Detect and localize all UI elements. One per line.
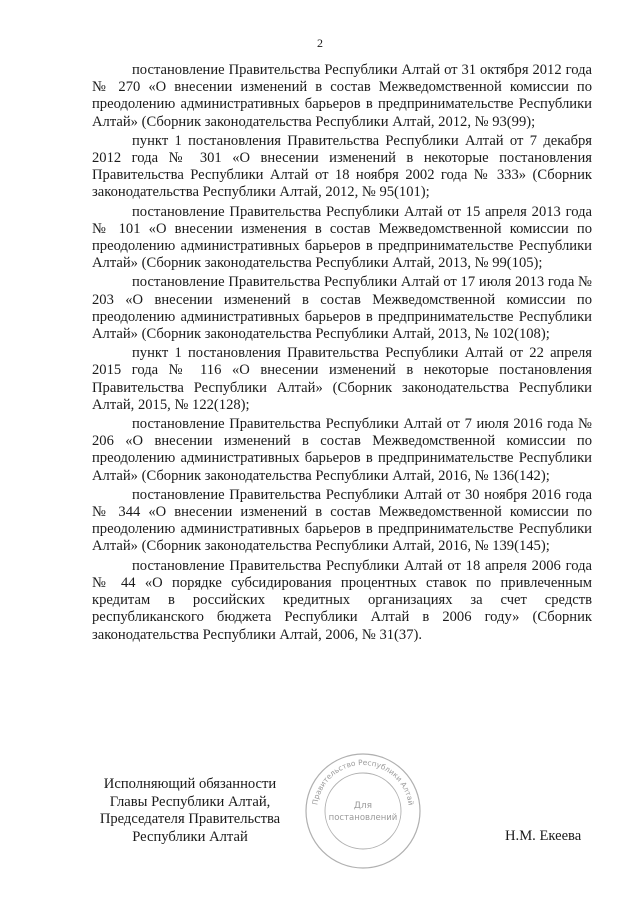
paragraph: постановление Правительства Республики Алтай от 31 октября 2012 года № 270 «О внесении изменений в состав Межведомственной комиссии по преодолению административных барьеров в предпринимательстве Республики Алтай» (Сборник законодательства Республики Алтай, 2012, № 93(99); [92, 62, 592, 130]
signature-line: Исполняющий обязанности [103, 776, 277, 792]
signature-line: Главы Республики Алтай, [109, 793, 271, 810]
document-body [92, 62, 592, 646]
stamp-inner-ring [325, 773, 401, 849]
paragraph: постановление Правительства Республики Алтай от 18 апреля 2006 года № 44 «О порядке субсидирования процентных ставок по привлеченным кредитам в российских кредитных организациях за счет средств республиканского бюджета Республики Алтай в 2006 году» (Сборник законодательства Республики Алтай, 2006, № 31(37). [92, 557, 592, 643]
signer-name: Н.М. Екеева [505, 828, 582, 844]
signature-line: Республики Алтай [132, 828, 248, 845]
stamp-outer-text [310, 758, 415, 806]
paragraph: пункт 1 постановления Правительства Республики Алтай от 7 декабря 2012 года № 301 «О внесении изменений в некоторые постановления Правительства Республики Алтай от 18 ноября 2002 года № 333» (Сборник законодательства Республики Алтай, 2012, № 95(101); [92, 132, 592, 201]
paragraph: пункт 1 постановления Правительства Республики Алтай от 22 апреля 2015 года № 116 «О внесении изменений в некоторые постановления Правительства Республики Алтай» (Сборник законодательства Республики Алтай, 2015, № 122(128); [92, 345, 592, 413]
signature-line: Председателя Правительства [99, 811, 281, 827]
stamp-center-line1: Для [353, 801, 373, 811]
official-stamp [303, 751, 423, 871]
paragraph: постановление Правительства Республики Алтай от 30 ноября 2016 года № 344 «О внесении изменений в состав Межведомственной комиссии по преодолению административных барьеров в предпринимательстве Республики Алтай» (Сборник законодательства Республики Алтай, 2016, № 139(145); [92, 486, 592, 555]
paragraph: постановление Правительства Республики Алтай от 17 июля 2013 года № 203 «О внесении изменений в состав Межведомственной комиссии по преодолению административных барьеров в предпринимательстве Республики Алтай» (Сборник законодательства Республики Алтай, 2013, № 102(108); [92, 274, 592, 343]
page-number: 2 [317, 36, 323, 50]
paragraph: постановление Правительства Республики Алтай от 15 апреля 2013 года № 101 «О внесении изменения в состав Межведомственной комиссии по преодолению административных барьеров в предпринимательстве Республики Алтай» (Сборник законодательства Республики Алтай, 2013, № 99(105); [92, 203, 592, 272]
stamp-outer-textpath: Правительство Республики Алтай [310, 757, 416, 806]
stamp-outer-ring [306, 754, 420, 868]
stamp-center-line2: постановлений [328, 813, 398, 823]
paragraph: постановление Правительства Республики Алтай от 7 июля 2016 года № 206 «О внесении изменений в состав Межведомственной комиссии по преодолению административных барьеров в предпринимательстве Республики Алтай» (Сборник законодательства Республики Алтай, 2016, № 136(142); [92, 416, 592, 484]
signature-block [80, 776, 300, 846]
